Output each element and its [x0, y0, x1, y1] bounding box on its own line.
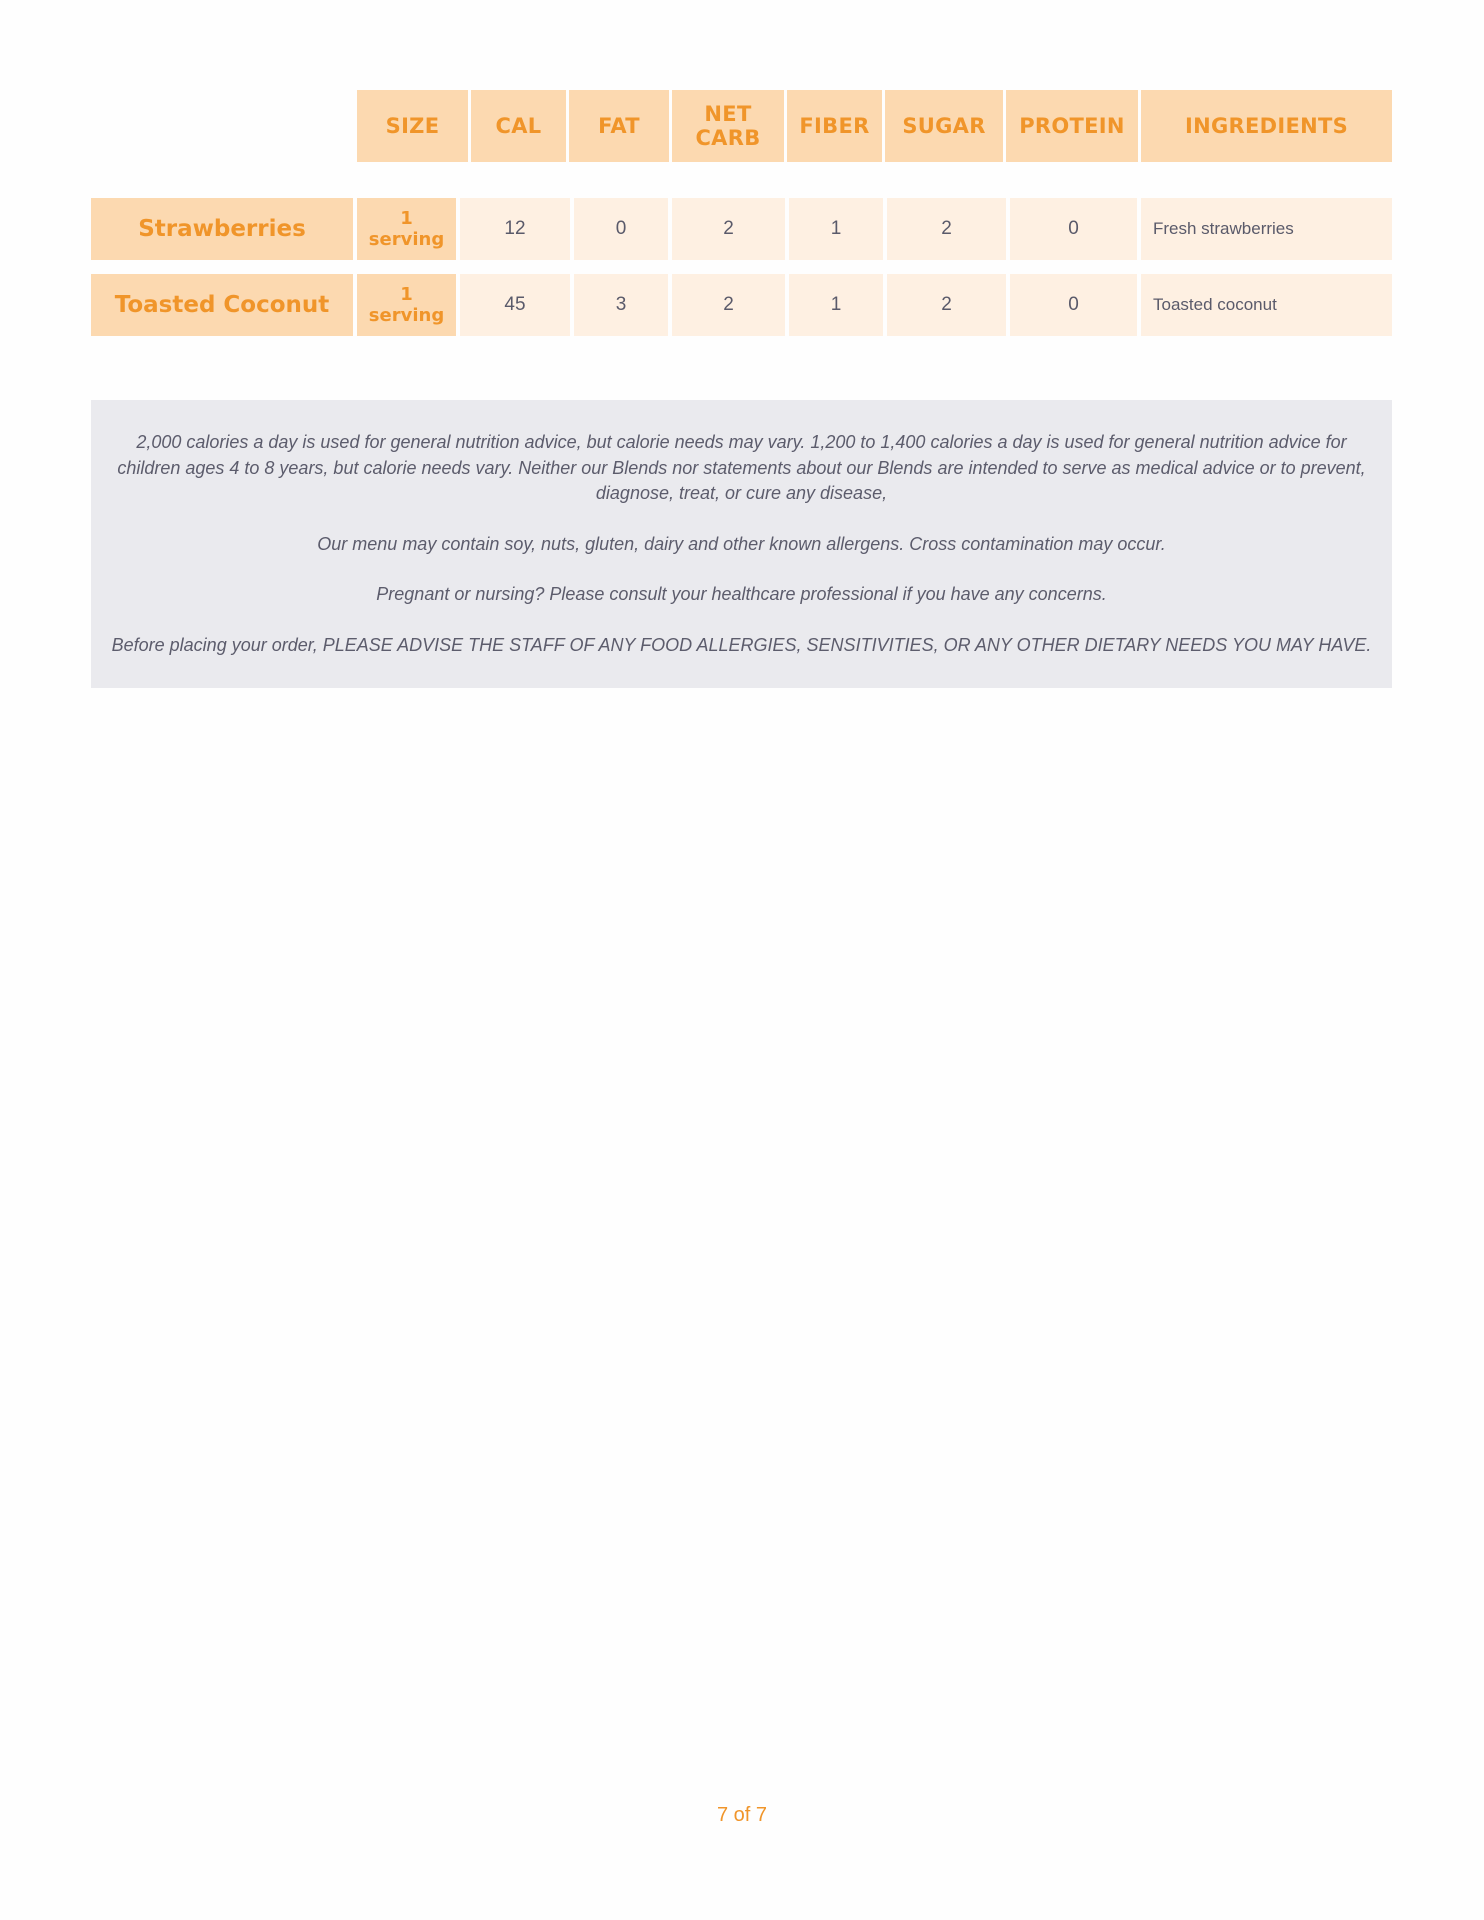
table-header-row — [0, 90, 1484, 162]
header-fiber: FIBER — [787, 90, 882, 162]
header-sugar: SUGAR — [885, 90, 1003, 162]
header-fat: FAT — [569, 90, 669, 162]
item-ingredients: Fresh strawberries — [1141, 198, 1392, 260]
header-cal: CAL — [471, 90, 566, 162]
table-row — [0, 274, 1484, 336]
item-size: 1 serving — [357, 274, 456, 336]
item-size: 1 serving — [357, 198, 456, 260]
item-fat: 3 — [574, 274, 668, 336]
item-sugar: 2 — [887, 198, 1006, 260]
header-size: SIZE — [357, 90, 468, 162]
table-row — [0, 198, 1484, 260]
header-net-carb: NET CARB — [672, 90, 784, 162]
item-fiber: 1 — [789, 198, 883, 260]
item-name: Toasted Coconut — [91, 274, 353, 336]
item-cal: 45 — [460, 274, 570, 336]
header-protein: PROTEIN — [1006, 90, 1138, 162]
item-ingredients: Toasted coconut — [1141, 274, 1392, 336]
item-fiber: 1 — [789, 274, 883, 336]
item-sugar: 2 — [887, 274, 1006, 336]
disclaimer-nutrition-advice: 2,000 calories a day is used for general nutrition advice, but calorie needs may vary. 1,200 to 1,400 calories a day is used for general nutrition advice for children ages 4 to 8 years, but calorie needs vary. Neither our Blends nor statements about our Blends are intended to serve as medical advice or to prevent, diagnose, treat, or cure any disease, — [117, 432, 1366, 503]
disclaimer-box — [91, 400, 1392, 688]
header-ingredients: INGREDIENTS — [1141, 90, 1392, 162]
item-protein: 0 — [1010, 274, 1137, 336]
disclaimer-advise-staff: Before placing your order, PLEASE ADVISE THE STAFF OF ANY FOOD ALLERGIES, SENSITIVITIES, OR ANY OTHER DIETARY NEEDS YOU MAY HAVE. — [111, 634, 1372, 655]
item-name: Strawberries — [91, 198, 353, 260]
page-number: 7 of 7 — [716, 1804, 768, 1826]
item-net-carb: 2 — [672, 198, 785, 260]
item-net-carb: 2 — [672, 274, 785, 336]
item-fat: 0 — [574, 198, 668, 260]
disclaimer-allergens: Our menu may contain soy, nuts, gluten, dairy and other known allergens. Cross contamination may occur. — [317, 533, 1166, 554]
disclaimer-pregnancy: Pregnant or nursing? Please consult your healthcare professional if you have any concerns. — [376, 584, 1107, 604]
item-cal: 12 — [460, 198, 570, 260]
item-protein: 0 — [1010, 198, 1137, 260]
